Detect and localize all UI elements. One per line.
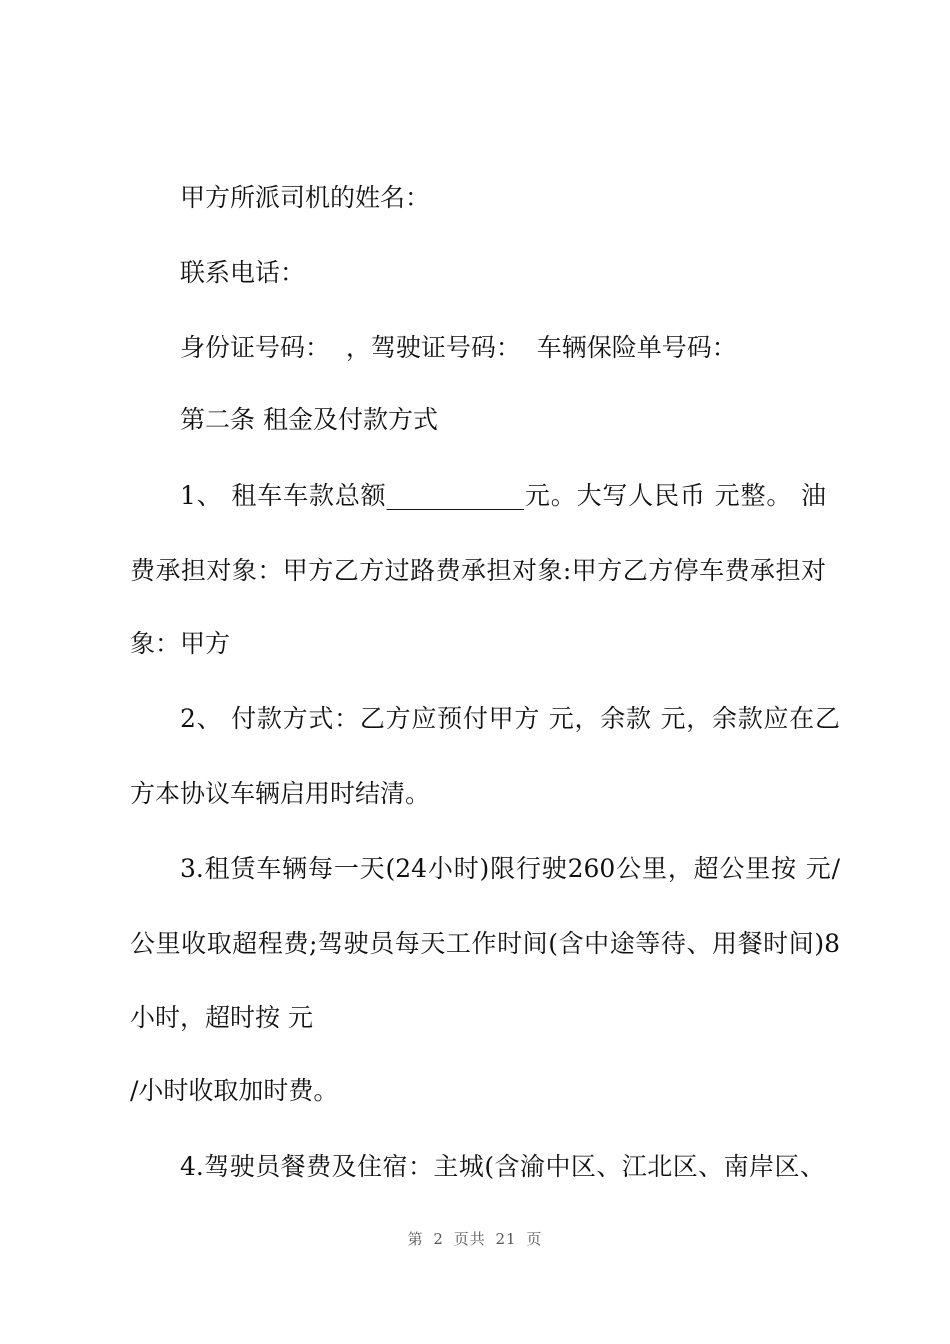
driver-name-line: 甲方所派司机的姓名： — [180, 183, 431, 212]
page-footer: 第 2 页共 21 页 — [407, 1230, 543, 1248]
clause-2-line-2: 方本协议车辆启用时结清。 — [130, 779, 431, 808]
clause-3-line-3: 小时，超时按 元 — [130, 1003, 313, 1032]
clause-2-line-1: 2、 付款方式：乙方应预付甲方 元，余款 元，余款应在乙 — [180, 704, 840, 733]
clause-3-line-1: 3.租赁车辆每一天(24小时)限行驶260公里，超公里按 元/ — [180, 854, 840, 883]
contact-phone-line: 联系电话： — [180, 258, 306, 287]
clause-3-line-4: /小时收取加时费。 — [130, 1076, 339, 1105]
clause-3-line-2: 公里收取超程费;驾驶员每天工作时间(含中途等待、用餐时间)8 — [130, 929, 840, 958]
id-license-insurance-line: 身份证号码： ，驾驶证号码： 车辆保险单号码： — [180, 333, 737, 362]
clause-4-line-1: 4.驾驶员餐费及住宿：主城(含渝中区、江北区、南岸区、 — [180, 1152, 825, 1181]
clause-1-line-3: 象：甲方 — [130, 629, 231, 658]
clause-1-line-1: 1、 租车车款总额___________元。大写人民币 元整。 油 — [180, 481, 826, 510]
clause-1-line-2: 费承担对象：甲方乙方过路费承担对象:甲方乙方停车费承担对 — [130, 556, 826, 585]
article-two-heading: 第二条 租金及付款方式 — [180, 405, 438, 434]
